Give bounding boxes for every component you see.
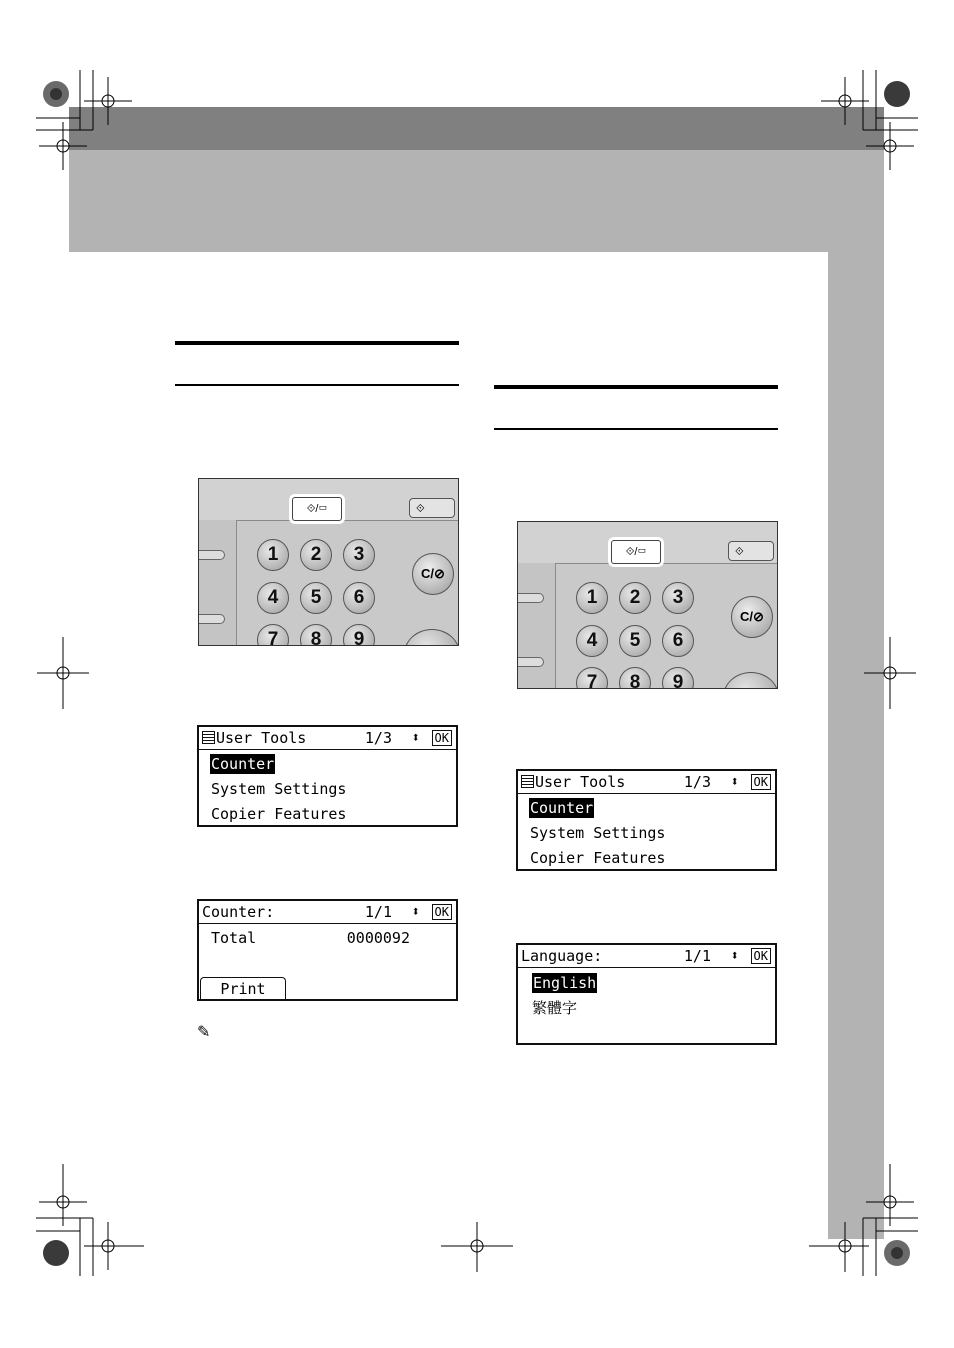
key-2[interactable]: 2 xyxy=(300,539,332,571)
key-8[interactable]: 8 xyxy=(300,624,332,646)
right-heading-rule-top xyxy=(494,385,778,389)
menu-list-icon xyxy=(202,731,215,744)
key-4[interactable]: 4 xyxy=(576,625,608,657)
up-down-arrow-icon: ⬍ xyxy=(411,904,420,920)
registration-crosshairs xyxy=(37,77,916,1272)
key-6[interactable]: 6 xyxy=(662,625,694,657)
right-heading-rule-bottom xyxy=(494,428,778,430)
lcd-user-tools-left xyxy=(197,725,458,827)
key-2[interactable]: 2 xyxy=(619,582,651,614)
key-5[interactable]: 5 xyxy=(300,582,332,614)
screen-title: Language: xyxy=(521,947,603,965)
note-pencil-icon: ✎ xyxy=(197,1024,211,1041)
lcd-user-tools-right xyxy=(516,769,777,871)
control-panel-photo-left xyxy=(198,478,459,646)
user-tools-counter-key[interactable]: ⟐/▭ xyxy=(292,497,342,521)
screen-title: User Tools xyxy=(216,729,307,747)
key-6[interactable]: 6 xyxy=(343,582,375,614)
start-key[interactable] xyxy=(404,629,459,646)
up-down-arrow-icon: ⬍ xyxy=(411,730,420,746)
screen-title: Counter: xyxy=(202,903,275,921)
page-indicator: 1/1 xyxy=(364,903,392,921)
language-option-english[interactable]: English xyxy=(533,974,597,992)
print-tab-button[interactable]: Print xyxy=(200,977,286,999)
key-1[interactable]: 1 xyxy=(257,539,289,571)
secondary-key[interactable]: ⟐ xyxy=(409,498,455,518)
menu-item-counter[interactable]: Counter xyxy=(211,755,275,773)
key-5[interactable]: 5 xyxy=(619,625,651,657)
up-down-arrow-icon: ⬍ xyxy=(730,948,739,964)
key-7[interactable]: 7 xyxy=(576,667,608,689)
control-panel-photo-right xyxy=(517,521,778,689)
key-9[interactable]: 9 xyxy=(343,624,375,646)
key-3[interactable]: 3 xyxy=(343,539,375,571)
key-8[interactable]: 8 xyxy=(619,667,651,689)
ok-icon: OK xyxy=(432,730,452,746)
page-indicator: 1/3 xyxy=(683,773,711,791)
menu-item-copier-features[interactable]: Copier Features xyxy=(211,805,347,823)
lcd-language xyxy=(516,943,777,1045)
ok-icon: OK xyxy=(432,904,452,920)
menu-item-system-settings[interactable]: System Settings xyxy=(530,824,666,842)
key-7[interactable]: 7 xyxy=(257,624,289,646)
user-tools-counter-key[interactable]: ⟐/▭ xyxy=(611,540,661,564)
left-heading-rule-bottom xyxy=(175,384,459,386)
counter-total-value: 0000092 xyxy=(346,929,410,947)
key-3[interactable]: 3 xyxy=(662,582,694,614)
language-option-traditional-chinese[interactable]: 繁體字 xyxy=(532,999,578,1017)
page-indicator: 1/1 xyxy=(683,947,711,965)
clear-stop-key[interactable]: C/⊘ xyxy=(731,596,773,638)
screen-title: User Tools xyxy=(535,773,626,791)
lcd-counter xyxy=(197,899,458,1001)
clear-stop-key[interactable]: C/⊘ xyxy=(412,553,454,595)
start-key[interactable] xyxy=(723,672,778,689)
counter-total-label: Total xyxy=(211,929,257,947)
menu-list-icon xyxy=(521,775,534,788)
key-9[interactable]: 9 xyxy=(662,667,694,689)
menu-item-copier-features[interactable]: Copier Features xyxy=(530,849,666,867)
left-heading-rule-top xyxy=(175,341,459,345)
up-down-arrow-icon: ⬍ xyxy=(730,774,739,790)
secondary-key[interactable]: ⟐ xyxy=(728,541,774,561)
ok-icon: OK xyxy=(751,948,771,964)
menu-item-counter[interactable]: Counter xyxy=(530,799,594,817)
ok-icon: OK xyxy=(751,774,771,790)
page-indicator: 1/3 xyxy=(364,729,392,747)
color-bar-circles xyxy=(43,81,910,1266)
menu-item-system-settings[interactable]: System Settings xyxy=(211,780,347,798)
key-4[interactable]: 4 xyxy=(257,582,289,614)
key-1[interactable]: 1 xyxy=(576,582,608,614)
